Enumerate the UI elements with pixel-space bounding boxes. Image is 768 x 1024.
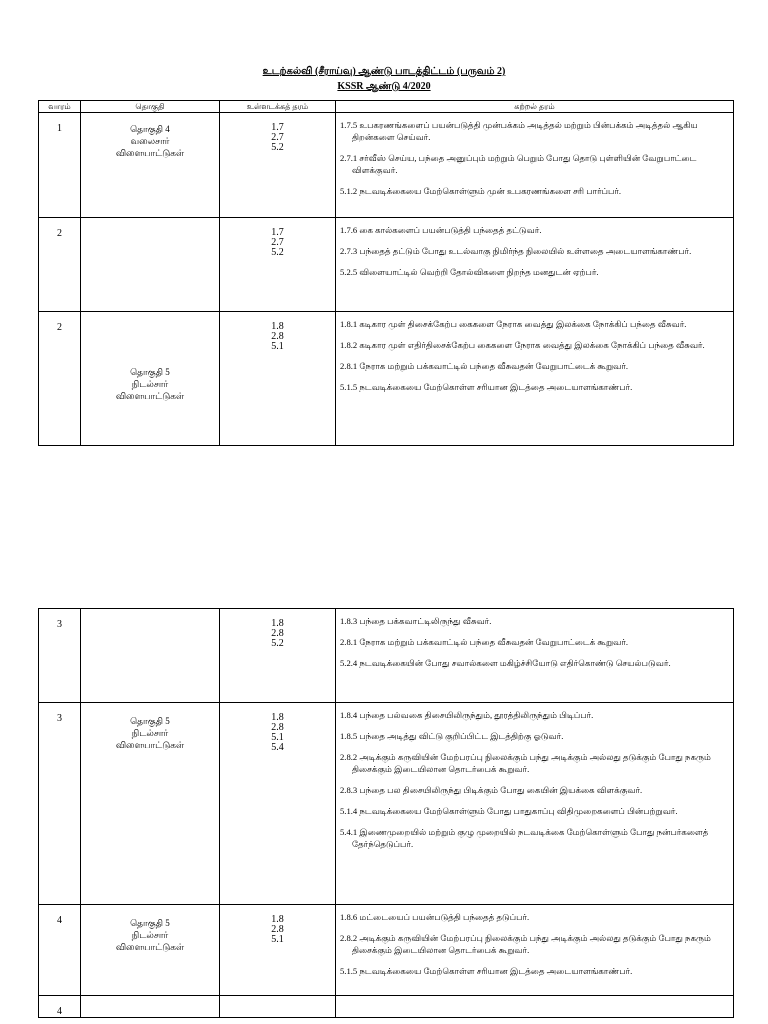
document-title: உடற்கல்வி (சீராய்வு) ஆண்டு பாடத்திட்டம் (பருவம் 2) bbox=[262, 66, 506, 77]
header-week: வாரம் bbox=[39, 101, 81, 113]
content-standard-code: 2.8 bbox=[271, 331, 284, 342]
header-learning-standard: கற்றல் தரம் bbox=[336, 101, 734, 113]
learning-standard-item: 5.1.2 நடவடிக்கையை மேற்கொள்ளும் முன் உபகரணங்களை சரி பார்ப்பர். bbox=[340, 186, 622, 196]
learning-standard-item: 1.8.1 கடிகார முள் திசைக்கேற்ப கைகளை நேராக வைத்து இலக்கை நோக்கிப் பந்தை வீசுவர். bbox=[340, 319, 687, 329]
learning-standard-item: 2.8.1 நேராக மற்றும் பக்கவாட்டில் பந்தை வீசுவதன் வேறுபாட்டைக் கூறுவர். bbox=[340, 361, 629, 371]
week-cell: 4 bbox=[39, 996, 81, 1018]
learning-standard-item: 2.7.3 பந்தைத் தட்டும் போது உடல்வாகு நிமிர்ந்த நிலையில் உள்ளதை அடையாளங்காண்பர். bbox=[340, 246, 692, 256]
content-standard-code: 1.8 bbox=[271, 321, 284, 332]
learning-standard-cell bbox=[336, 609, 734, 703]
content-standard-code: 1.8 bbox=[271, 618, 284, 629]
topic-cell bbox=[81, 113, 220, 218]
week-cell: 1 bbox=[39, 113, 81, 218]
content-standard-cell bbox=[220, 113, 336, 218]
content-standard-code: 2.8 bbox=[271, 722, 284, 733]
content-standard-code: 5.1 bbox=[271, 732, 284, 743]
header-topic: தொகுதி bbox=[81, 101, 220, 113]
topic-line: நிடல்சார் bbox=[131, 379, 169, 389]
learning-standard-item: 2.8.2 அடிக்கும் கருவியின் மேற்பரப்பு நிலைக்கும் பந்து அடிக்கும் அல்லது தடுக்கும் போது நகரும் திசைக்கும் இடையிலான தொடர்பைக் கூறுவர். bbox=[340, 933, 711, 955]
table-row bbox=[39, 312, 734, 446]
learning-standard-item: 1.8.6 மட்டையைப் பயன்படுத்தி பந்தைத் தடுப்பர். bbox=[340, 912, 530, 922]
topic-cell bbox=[81, 609, 220, 703]
learning-standard-item: 5.1.4 நடவடிக்கையை மேற்கொள்ளும் போது பாதுகாப்பு விதிமுறைகளைப் பின்பற்றுவர். bbox=[340, 806, 678, 816]
topic-line: தொகுதி 5 bbox=[130, 367, 170, 377]
content-standard-cell bbox=[220, 609, 336, 703]
week-cell: 2 bbox=[39, 312, 81, 446]
learning-standard-cell bbox=[336, 996, 734, 1018]
content-standard-code: 5.2 bbox=[271, 142, 284, 153]
topic-line: தொகுதி 5 bbox=[130, 918, 170, 928]
content-standard-code: 5.2 bbox=[271, 638, 284, 649]
week-cell: 3 bbox=[39, 703, 81, 905]
content-standard-code: 2.7 bbox=[271, 132, 284, 143]
topic-line: தொகுதி 5 bbox=[130, 716, 170, 726]
learning-standard-item: 5.2.4 நடவடிக்கையின் போது சவால்களை மகிழ்ச்சியோடு எதிர்கொண்டு செயல்படுவர். bbox=[340, 658, 671, 668]
learning-standard-item: 2.7.1 சர்வீஸ் செய்ய, பந்தை அனுப்பும் மற்றும் பெறும் போது தொடு புள்ளியின் வேறுபாட்டை விளக்குவர். bbox=[340, 153, 697, 175]
topic-cell bbox=[81, 996, 220, 1018]
content-standard-cell bbox=[220, 218, 336, 312]
table-row bbox=[39, 218, 734, 312]
learning-standard-item: 1.8.5 பந்தை அடித்து விட்டு குறிப்பிட்ட இடத்திற்கு ஓடுவர். bbox=[340, 731, 564, 741]
learning-standard-item: 2.8.1 நேராக மற்றும் பக்கவாட்டில் பந்தை வீசுவதன் வேறுபாட்டைக் கூறுவர். bbox=[340, 637, 629, 647]
learning-standard-item: 1.8.3 பந்தை பக்கவாட்டிலிருந்து வீசுவர். bbox=[340, 616, 492, 626]
table-row bbox=[39, 905, 734, 996]
document-subtitle: KSSR ஆண்டு 4/2020 bbox=[337, 81, 431, 92]
content-standard-code: 1.8 bbox=[271, 914, 284, 925]
table-row bbox=[39, 703, 734, 905]
learning-standard-item: 1.7.5 உபகரணங்களைப் பயன்படுத்தி முன்பக்கம் அடித்தல் மற்றும் பின்பக்கம் அடித்தல் ஆகிய திறன்களை செய்வர். bbox=[340, 120, 698, 142]
topic-cell bbox=[81, 703, 220, 905]
content-standard-cell bbox=[220, 312, 336, 446]
topic-line: விளையாட்டுகள் bbox=[115, 391, 185, 401]
table-header-row bbox=[39, 101, 734, 113]
content-standard-cell bbox=[220, 996, 336, 1018]
content-standard-code: 2.8 bbox=[271, 924, 284, 935]
week-cell: 4 bbox=[39, 905, 81, 996]
learning-standard-cell bbox=[336, 905, 734, 996]
topic-cell bbox=[81, 312, 220, 446]
lesson-plan-table-1 bbox=[38, 100, 734, 446]
learning-standard-item: 2.8.2 அடிக்கும் கருவியின் மேற்பரப்பு நிலைக்கும் பந்து அடிக்கும் அல்லது தடுக்கும் போது நகரும் திசைக்கும் இடையிலான தொடர்பைக் கூறுவர். bbox=[340, 752, 711, 774]
content-standard-code: 5.4 bbox=[271, 742, 284, 753]
topic-cell bbox=[81, 905, 220, 996]
topic-line: விளையாட்டுகள் bbox=[115, 148, 185, 158]
learning-standard-item: 5.1.5 நடவடிக்கையை மேற்கொள்ள சரியான இடத்தை அடையாளங்காண்பர். bbox=[340, 382, 633, 392]
topic-line: வலைசார் bbox=[130, 136, 170, 146]
learning-standard-item: 5.2.5 விளையாட்டில் வெற்றி தோல்விகளை நிறந்த மனதுடன் ஏற்பர். bbox=[340, 267, 599, 277]
learning-standard-item: 5.4.1 இணைமுறையில் மற்றும் குழு முறையில் நடவடிக்கை மேற்கொள்ளும் போது நன்பர்களைத் தேர்ந்தெடுப்பர். bbox=[340, 827, 709, 849]
learning-standard-cell bbox=[336, 113, 734, 218]
learning-standard-item: 1.8.4 பந்தை பல்வகை திசையிலிருந்தும், தூரத்திலிருந்தும் பிடிப்பர். bbox=[340, 710, 594, 720]
learning-standard-item: 1.8.2 கடிகார முள் எதிர்திசைக்கேற்ப கைகளை நேராக வைத்து இலக்கை நோக்கிப் பந்தை வீசுவர். bbox=[340, 340, 705, 350]
content-standard-code: 1.7 bbox=[271, 122, 284, 133]
table-row bbox=[39, 996, 734, 1018]
header-content-standard: உள்ளடக்கத் தரம் bbox=[220, 101, 336, 113]
content-standard-code: 5.1 bbox=[271, 934, 284, 945]
learning-standard-item: 5.1.5 நடவடிக்கையை மேற்கொள்ள சரியான இடத்தை அடையாளங்காண்பர். bbox=[340, 966, 633, 976]
content-standard-cell bbox=[220, 703, 336, 905]
week-cell: 3 bbox=[39, 609, 81, 703]
topic-line: நிடல்சார் bbox=[131, 930, 169, 940]
learning-standard-cell bbox=[336, 312, 734, 446]
learning-standard-cell bbox=[336, 703, 734, 905]
lesson-plan-table-2 bbox=[38, 608, 734, 1018]
topic-line: நிடல்சார் bbox=[131, 728, 169, 738]
topic-line: தொகுதி 4 bbox=[130, 124, 170, 134]
content-standard-code: 1.7 bbox=[271, 227, 284, 238]
table-row bbox=[39, 113, 734, 218]
content-standard-code: 5.1 bbox=[271, 341, 284, 352]
content-standard-cell bbox=[220, 905, 336, 996]
topic-line: விளையாட்டுகள் bbox=[115, 942, 185, 952]
topic-line: விளையாட்டுகள் bbox=[115, 740, 185, 750]
topic-cell bbox=[81, 218, 220, 312]
week-cell: 2 bbox=[39, 218, 81, 312]
table-row bbox=[39, 609, 734, 703]
content-standard-code: 5.2 bbox=[271, 247, 284, 258]
learning-standard-item: 2.8.3 பந்தை பல திசையிலிருந்து பிடிக்கும் போது கையின் இயக்கை விளக்குவர். bbox=[340, 785, 643, 795]
content-standard-code: 2.8 bbox=[271, 628, 284, 639]
learning-standard-item: 1.7.6 கை கால்களைப் பயன்படுத்தி பந்தைத் தட்டுவர். bbox=[340, 225, 542, 235]
content-standard-code: 2.7 bbox=[271, 237, 284, 248]
content-standard-code: 1.8 bbox=[271, 712, 284, 723]
learning-standard-cell bbox=[336, 218, 734, 312]
